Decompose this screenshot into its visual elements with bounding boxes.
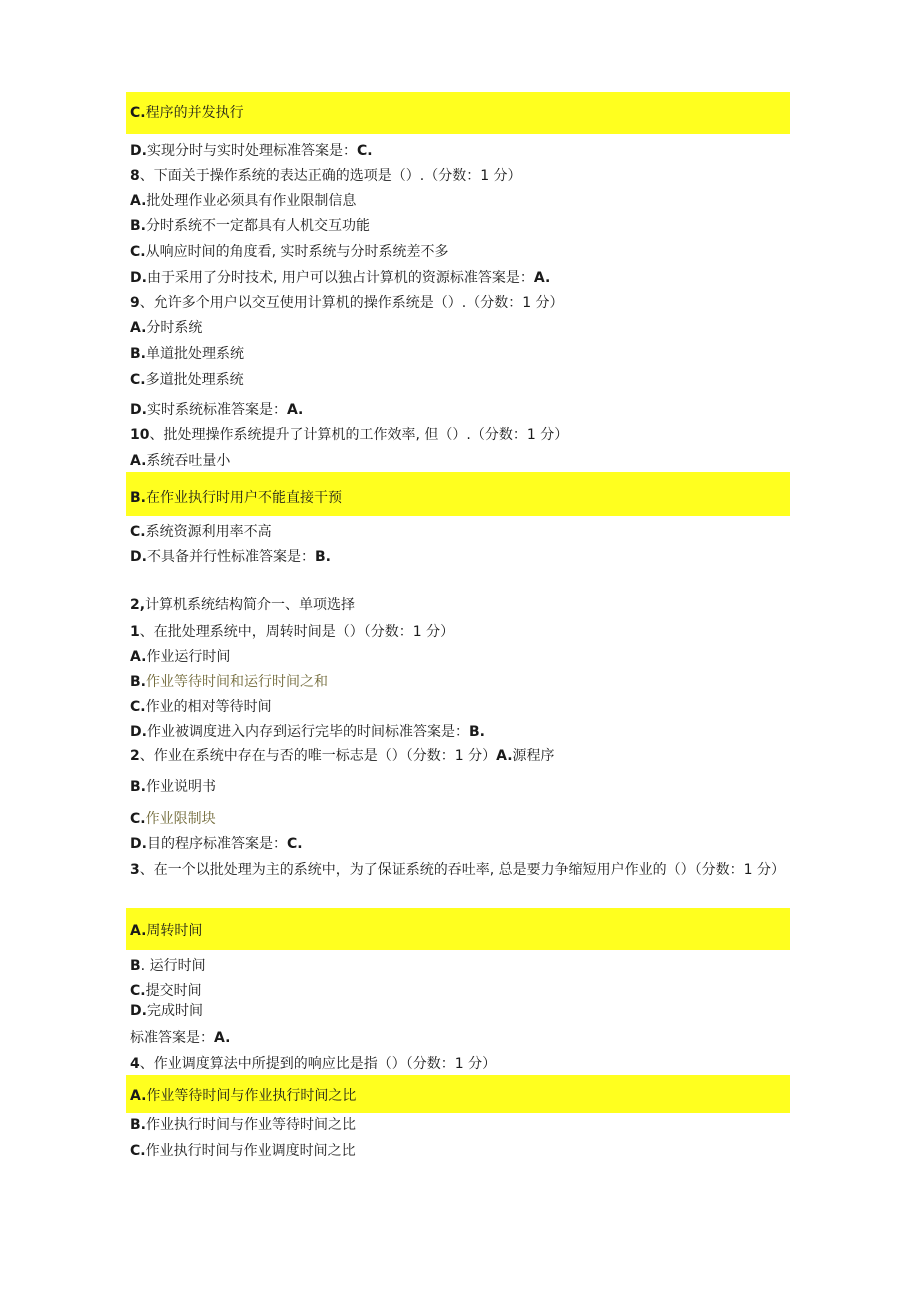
option-line: C.作业的相对等待时间 xyxy=(130,699,272,715)
question-line: 9、允许多个用户以交互使用计算机的操作系统是（）.（分数：1 分） xyxy=(130,295,564,311)
option-line: B.在作业执行时用户不能直接干预 xyxy=(130,490,342,506)
answer-highlight xyxy=(126,1075,790,1113)
answer-line: D.作业被调度进入内存到运行完毕的时间标准答案是：B. xyxy=(130,724,485,740)
option-line: B.单道批处理系统 xyxy=(130,346,244,362)
option-line: B.作业等待时间和运行时间之和 xyxy=(130,674,328,690)
option-line: A.分时系统 xyxy=(130,320,203,336)
section-heading: 2,计算机系统结构简介一、单项选择 xyxy=(130,597,356,613)
option-line: B.分时系统不一定都具有人机交互功能 xyxy=(130,218,370,234)
answer-line: D.不具备并行性标准答案是：B. xyxy=(130,549,331,565)
option-line: B. 运行时间 xyxy=(130,958,206,974)
option-line: A.周转时间 xyxy=(130,923,203,939)
option-line: B.作业说明书 xyxy=(130,779,216,795)
question-line: 10、批处理操作系统提升了计算机的工作效率, 但（）.（分数：1 分） xyxy=(130,427,569,443)
option-line: C.作业限制块 xyxy=(130,811,216,827)
option-line: C.提交时间 xyxy=(130,983,202,999)
option-line: C.系统资源利用率不高 xyxy=(130,524,272,540)
question-line: 1、在批处理系统中，周转时间是（）（分数：1 分） xyxy=(130,624,455,640)
question-line: 4、作业调度算法中所提到的响应比是指（）（分数：1 分） xyxy=(130,1056,497,1072)
option-line: A.批处理作业必须具有作业限制信息 xyxy=(130,193,357,209)
answer-line: D.目的程序标准答案是：C. xyxy=(130,836,303,852)
option-line: A.作业等待时间与作业执行时间之比 xyxy=(130,1088,357,1104)
answer-line: D.实现分时与实时处理标准答案是：C. xyxy=(130,143,373,159)
option-line: C.作业执行时间与作业调度时间之比 xyxy=(130,1143,356,1159)
question-line: 2、作业在系统中存在与否的唯一标志是（）（分数：1 分）A.源程序 xyxy=(130,748,555,764)
option-line: D.完成时间 xyxy=(130,1003,203,1019)
option-line: B.作业执行时间与作业等待时间之比 xyxy=(130,1117,356,1133)
answer-highlight xyxy=(126,472,790,516)
option-line: C.多道批处理系统 xyxy=(130,372,244,388)
question-line: 3、在一个以批处理为主的系统中，为了保证系统的吞吐率, 总是要力争缩短用户作业的（）（分数：1 分） xyxy=(130,862,786,878)
option-line: A.作业运行时间 xyxy=(130,649,231,665)
answer-line: D.由于采用了分时技术, 用户可以独占计算机的资源标准答案是：A. xyxy=(130,270,551,286)
option-line: C.从响应时间的角度看, 实时系统与分时系统差不多 xyxy=(130,244,449,260)
answer-highlight xyxy=(126,908,790,950)
option-line: C.程序的并发执行 xyxy=(130,105,244,121)
option-line: A.系统吞吐量小 xyxy=(130,453,231,469)
answer-line: 标准答案是：A. xyxy=(130,1030,231,1046)
question-line: 8、下面关于操作系统的表达正确的选项是（）.（分数：1 分） xyxy=(130,168,522,184)
answer-line: D.实时系统标准答案是：A. xyxy=(130,402,304,418)
answer-highlight xyxy=(126,92,790,134)
